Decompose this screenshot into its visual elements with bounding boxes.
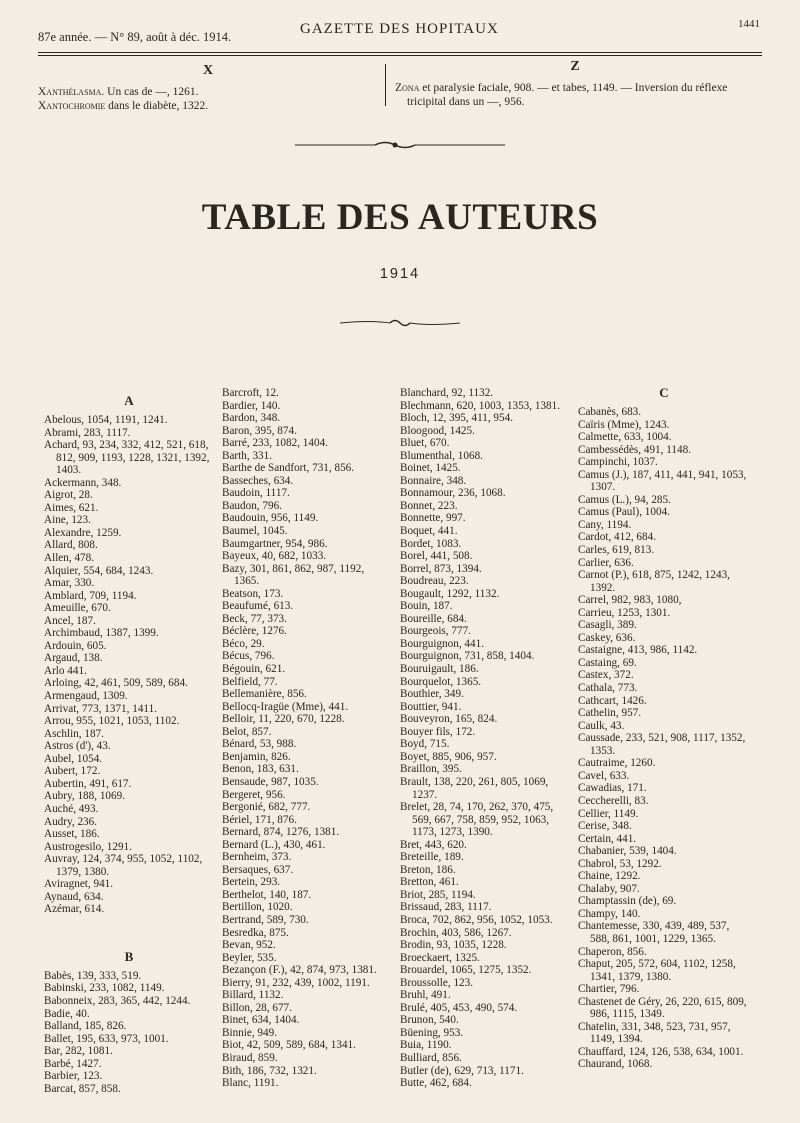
author-entry: Baudoin, 1117. <box>222 487 290 500</box>
author-entry: Belloir, 11, 220, 670, 1228. <box>222 713 345 726</box>
author-entry: Chabanier, 539, 1404. <box>578 845 677 858</box>
author-entry: Brault, 138, 220, 261, 805, 1069, 1237. <box>400 775 549 801</box>
author-entry: Bernard, 874, 1276, 1381. <box>222 826 340 839</box>
ornament-rule-icon <box>295 140 505 150</box>
author-entry: Caussade, 233, 521, 908, 1117, 1352, 1353. <box>578 732 746 757</box>
author-entry: Bluet, 670. <box>400 437 450 450</box>
author-entry: Cathelin, 957. <box>578 707 642 720</box>
author-entry: Arloing, 42, 461, 509, 589, 684. <box>44 677 188 690</box>
author-entry: Balland, 185, 826. <box>44 1020 127 1033</box>
author-entry: Brouardel, 1065, 1275, 1352. <box>400 964 532 977</box>
author-entry: Barcat, 857, 858. <box>44 1082 121 1095</box>
author-entry: Basseches, 634. <box>222 474 294 487</box>
author-entry: Bériel, 171, 876. <box>222 813 297 826</box>
author-entry: Briot, 285, 1194. <box>400 888 476 901</box>
author-entry: Carnot (P.), 618, 875, 1242, 1243, 1392. <box>578 569 730 594</box>
x-entry-2 <box>38 99 378 114</box>
author-entry: Chastenet de Géry, 26, 220, 615, 809, 986, 1115, 1349. <box>578 995 747 1021</box>
author-entry: Cathala, 773. <box>578 682 638 695</box>
z-term-1: Zona <box>395 81 420 94</box>
author-entry: Boureille, 684. <box>400 612 467 625</box>
author-entry: Chantemesse, 330, 439, 489, 537, 588, 861, 1001, 1229, 1365. <box>578 920 730 945</box>
author-entry: Bierry, 91, 232, 439, 1002, 1191. <box>222 976 370 989</box>
author-entry: Beaufumé, 613. <box>222 600 294 613</box>
author-entry: Büening, 953. <box>400 1026 464 1039</box>
ornament-divider-1 <box>0 140 800 153</box>
author-entry: Auvray, 124, 374, 955, 1052, 1102, 1379, 1380. <box>44 853 203 878</box>
author-entry: Bonnet, 223. <box>400 499 458 512</box>
author-entry: Baudon, 796. <box>222 499 282 512</box>
author-entry: Bevan, 952. <box>222 939 276 952</box>
author-entry: Aviragnet, 941. <box>44 878 114 891</box>
author-entry: Baumgartner, 954, 986. <box>222 537 328 550</box>
author-entry: Badie, 40. <box>44 1007 90 1020</box>
author-entry: Castaigne, 413, 986, 1142. <box>578 644 698 657</box>
author-entry: Barbier, 123. <box>44 1070 103 1083</box>
author-entry: Barth, 331. <box>222 449 273 462</box>
author-entry: Bensaude, 987, 1035. <box>222 775 319 788</box>
author-entry: Bersaques, 637. <box>222 863 294 876</box>
x-term-1: Xanthélasma. <box>38 85 105 98</box>
author-entry: Bouyer fils, 172. <box>400 725 476 738</box>
author-entry: Bezançon (F.), 42, 874, 973, 1381. <box>222 964 377 977</box>
author-entry: Cambessédès, 491, 1148. <box>578 443 691 456</box>
author-entry: Bloch, 12, 395, 411, 954. <box>400 412 514 425</box>
author-entry: Bénard, 53, 988. <box>222 738 297 751</box>
author-entry: Casagli, 389. <box>578 619 637 632</box>
author-entry: Austrogesilo, 1291. <box>44 840 132 853</box>
author-entry: Beck, 77, 373. <box>222 612 287 625</box>
author-entry: Cavel, 633. <box>578 769 630 782</box>
author-entry: Bougault, 1292, 1132. <box>400 587 500 600</box>
author-entry: Campinchi, 1037. <box>578 456 658 469</box>
author-entry: Cardot, 412, 684. <box>578 531 656 544</box>
section-letter: A <box>124 393 134 408</box>
author-entry: Caulk, 43. <box>578 719 625 732</box>
author-entry: Cerise, 348. <box>578 820 632 833</box>
author-entry: Baron, 395, 874. <box>222 424 297 437</box>
author-entry: Champtassin (de), 69. <box>578 895 677 908</box>
author-entry: Bourguignon, 731, 858, 1404. <box>400 650 535 663</box>
author-entry: Camus (Paul), 1004. <box>578 506 670 519</box>
x-entry-1 <box>38 85 378 100</box>
author-entry: Baumel, 1045. <box>222 525 288 538</box>
author-entry: Buia, 1190. <box>400 1039 452 1052</box>
author-entry: Bergonié, 682, 777. <box>222 801 311 814</box>
author-entry: Belfield, 77. <box>222 675 278 688</box>
author-entry: Castaing, 69. <box>578 656 637 669</box>
author-entry: Chatelin, 331, 348, 523, 731, 957, 1149, 1394. <box>578 1020 731 1046</box>
author-entry: Brissaud, 283, 1117. <box>400 901 492 914</box>
author-entry: Aubry, 188, 1069. <box>44 790 125 803</box>
author-entry: Braillon, 395. <box>400 763 462 776</box>
author-entry: Boyet, 885, 906, 957. <box>400 750 497 763</box>
author-entry: Brelet, 28, 74, 170, 262, 370, 475, 569, 667, 758, 859, 952, 1063, 1173, 1273, 1390. <box>400 801 554 839</box>
header-rule <box>38 52 762 53</box>
author-entry: Broca, 702, 862, 956, 1052, 1053. <box>400 913 553 926</box>
author-entry: Allen, 478. <box>44 552 95 565</box>
author-entry: Chaperon, 856. <box>578 945 647 958</box>
author-entry: Aynaud, 634. <box>44 890 104 903</box>
author-entry: Bégouin, 621. <box>222 663 286 676</box>
author-entry: Arrivat, 773, 1371, 1411. <box>44 702 157 715</box>
author-entry: Borel, 441, 508. <box>400 550 473 563</box>
author-entry: Auché, 493. <box>44 802 99 815</box>
author-entry: Bertrand, 589, 730. <box>222 913 309 926</box>
author-entry: Aubertin, 491, 617. <box>44 777 132 790</box>
author-entry: Aubert, 172. <box>44 765 101 778</box>
ornament-flourish-icon <box>340 318 460 328</box>
author-entry: Babonneix, 283, 365, 442, 1244. <box>44 994 191 1007</box>
author-entry: Bret, 443, 620. <box>400 838 467 851</box>
author-entry: Binet, 634, 1404. <box>222 1014 300 1027</box>
author-entry: Abelous, 1054, 1191, 1241. <box>44 414 168 426</box>
author-entry: Camus (L.), 94, 285. <box>578 493 671 506</box>
author-entry: Blanchard, 92, 1132. <box>400 387 494 399</box>
author-entry: Cautraime, 1260. <box>578 757 656 770</box>
author-entry: Belot, 857. <box>222 725 272 738</box>
author-entry: Billon, 28, 677. <box>222 1001 292 1014</box>
author-entry: Carrel, 982, 983, 1080, <box>578 594 682 607</box>
author-entry: Bouruigault, 186. <box>400 663 479 676</box>
author-entry: Boudreau, 223. <box>400 575 469 588</box>
author-entry: Borrel, 873, 1394. <box>400 562 482 575</box>
author-entry: Bécus, 796. <box>222 650 275 663</box>
author-entry: Ballet, 195, 633, 973, 1001. <box>44 1032 169 1045</box>
author-entry: Aigrot, 28. <box>44 489 93 502</box>
author-entry: Boquet, 441. <box>400 525 458 538</box>
index-column-1 <box>44 388 214 1095</box>
author-entry: Bernheim, 373. <box>222 851 292 864</box>
author-entry: Caïris (Mme), 1243. <box>578 418 670 431</box>
author-entry: Aschlin, 187. <box>44 727 104 740</box>
author-entry: Blumenthal, 1068. <box>400 449 483 462</box>
author-entry: Chauffard, 124, 126, 538, 634, 1001. <box>578 1045 744 1058</box>
author-entry: Baudouin, 956, 1149. <box>222 512 319 525</box>
author-entry: Bellocq-Iragüe (Mme), 441. <box>222 700 349 713</box>
author-entry: Arrou, 955, 1021, 1053, 1102. <box>44 715 180 728</box>
author-entry: Breton, 186. <box>400 863 456 876</box>
author-entry: Bretton, 461. <box>400 876 459 889</box>
author-entry: Carrieu, 1253, 1301. <box>578 606 671 619</box>
author-entry: Barthe de Sandfort, 731, 856. <box>222 462 355 475</box>
author-entry: Breteille, 189. <box>400 851 464 864</box>
author-entry: Chalaby, 907. <box>578 882 640 895</box>
author-entry: Amblard, 709, 1194. <box>44 589 137 602</box>
author-entry: Bourquelot, 1365. <box>400 675 482 688</box>
x-text-1: Un cas de —, 1261. <box>104 85 199 98</box>
author-entry: Ardouin, 605. <box>44 639 107 652</box>
ornament-divider-2 <box>0 318 800 331</box>
author-entry: Carles, 619, 813. <box>578 544 655 557</box>
author-entry: Bonnamour, 236, 1068. <box>400 487 506 500</box>
author-entry: Ceccherelli, 83. <box>578 794 649 807</box>
author-entry: Besredka, 875. <box>222 926 289 939</box>
author-entry: Barcroft, 12. <box>222 387 279 399</box>
author-entry: Boyd, 715. <box>400 738 450 751</box>
author-entry: Alexandre, 1259. <box>44 526 122 539</box>
author-entry: Castex, 372. <box>578 669 634 682</box>
author-entry: Bouin, 187. <box>400 600 453 613</box>
author-entry: Champy, 140. <box>578 907 641 920</box>
author-entry: Ausset, 186. <box>44 828 100 841</box>
author-entry: Biraud, 859. <box>222 1051 278 1064</box>
author-entry: Boinet, 1425. <box>400 462 461 475</box>
author-entry: Ameuille, 670. <box>44 602 111 615</box>
section-letter: C <box>659 385 669 400</box>
page-title: TABLE DES AUTEURS <box>201 197 599 238</box>
author-entry: Broussolle, 123. <box>400 976 474 989</box>
author-entry: Amar, 330. <box>44 577 95 590</box>
journal-title: GAZETTE DES HOPITAUX <box>300 21 499 37</box>
author-entry: Azémar, 614. <box>44 903 105 916</box>
author-entry: Bulliard, 856. <box>400 1051 462 1064</box>
author-entry: Chaput, 205, 572, 604, 1102, 1258, 1341, 1379, 1380. <box>578 958 736 983</box>
author-entry: Cellier, 1149. <box>578 807 639 820</box>
author-entry: Camus (J.), 187, 411, 441, 941, 1053, 1307. <box>578 468 747 494</box>
author-entry: Argaud, 138. <box>44 652 103 665</box>
author-entry: Achard, 93, 234, 332, 412, 521, 618, 812, 909, 1193, 1228, 1321, 1392, 1403. <box>44 439 210 477</box>
author-entry: Benon, 183, 631. <box>222 763 299 776</box>
author-entry: Chartier, 796. <box>578 983 640 996</box>
section-divider <box>385 64 386 106</box>
author-entry: Babès, 139, 333, 519. <box>44 969 142 982</box>
x-text-2: dans le diabète, 1322. <box>105 100 209 112</box>
author-entry: Bonnette, 997. <box>400 512 466 525</box>
author-entry: Brulé, 405, 453, 490, 574. <box>400 1001 518 1014</box>
author-entry: Bruhl, 491. <box>400 989 451 1002</box>
author-entry: Bertein, 293. <box>222 876 281 889</box>
author-entry: Bazy, 301, 861, 862, 987, 1192, 1365. <box>222 562 365 588</box>
author-entry: Astros (d'), 43. <box>44 740 111 753</box>
issue-info: 87e année. — N° 89, août à déc. 1914. <box>38 30 232 44</box>
author-entry: Bernard (L.), 430, 461. <box>222 838 326 851</box>
author-entry: Cabanès, 683. <box>578 406 642 418</box>
author-entry: Béco, 29. <box>222 637 265 650</box>
author-entry: Bergeret, 956. <box>222 788 286 801</box>
author-entry: Caskey, 636. <box>578 631 636 644</box>
author-entry: Barré, 233, 1082, 1404. <box>222 437 328 450</box>
author-entry: Arlo 441. <box>44 664 87 677</box>
author-entry: Audry, 236. <box>44 815 98 828</box>
author-entry: Bith, 186, 732, 1321. <box>222 1064 317 1077</box>
index-column-4 <box>578 380 750 1071</box>
author-entry: Benjamin, 826. <box>222 750 291 763</box>
author-entry: Armengaud, 1309. <box>44 690 128 703</box>
author-entry: Carlier, 636. <box>578 556 634 569</box>
author-entry: Bardon, 348. <box>222 412 281 425</box>
author-entry: Bar, 282, 1081. <box>44 1045 113 1058</box>
author-entry: Blechmann, 620, 1003, 1353, 1381. <box>400 399 561 412</box>
index-column-2 <box>222 387 390 1090</box>
author-entry: Bellemanière, 856. <box>222 688 307 701</box>
author-entry: Calmette, 633, 1004. <box>578 431 672 444</box>
author-entry: Brodin, 93, 1035, 1228. <box>400 939 507 952</box>
author-entry: Bourgeois, 777. <box>400 625 471 638</box>
author-entry: Aubel, 1054. <box>44 752 103 765</box>
author-entry: Butler (de), 629, 713, 1171. <box>400 1064 524 1077</box>
author-entry: Archimbaud, 1387, 1399. <box>44 627 159 640</box>
section-gap <box>44 916 214 944</box>
author-entry: Aine, 123. <box>44 514 91 527</box>
author-entry: Bardier, 140. <box>222 399 281 412</box>
author-entry: Cathcart, 1426. <box>578 694 647 707</box>
author-entry: Biot, 42, 509, 589, 684, 1341. <box>222 1039 356 1052</box>
x-term-2: Xantochromie <box>38 100 106 112</box>
author-entry: Beatson, 173. <box>222 587 284 600</box>
author-entry: Allard, 808. <box>44 539 98 552</box>
running-header <box>0 18 800 48</box>
author-entry: Chaurand, 1068. <box>578 1058 653 1071</box>
author-entry: Alquier, 554, 684, 1243. <box>44 564 154 577</box>
author-entry: Bouthier, 349. <box>400 688 464 701</box>
author-entry: Bloogood, 1425. <box>400 424 475 437</box>
author-entry: Babinski, 233, 1082, 1149. <box>44 982 165 995</box>
author-entry: Chabrol, 53, 1292. <box>578 857 662 870</box>
author-entry: Binnie, 949. <box>222 1026 278 1039</box>
year: 1914 <box>379 266 421 282</box>
author-entry: Brochin, 403, 586, 1267. <box>400 926 512 939</box>
author-entry: Broeckaert, 1325. <box>400 951 480 964</box>
x-letter: X <box>202 63 214 78</box>
z-section <box>395 60 755 110</box>
page-number: 1441 <box>738 18 760 30</box>
author-entry: Bordet, 1083. <box>400 537 462 550</box>
header-rule-2 <box>38 55 762 56</box>
author-entry: Certain, 441. <box>578 832 637 845</box>
author-entry: Bertillon, 1020. <box>222 901 293 914</box>
author-entry: Blanc, 1191. <box>222 1077 279 1090</box>
author-entry: Bouveyron, 165, 824. <box>400 713 498 726</box>
author-entry: Abrami, 283, 1117. <box>44 426 131 439</box>
author-entry: Ackermann, 348. <box>44 476 122 489</box>
index-column-3 <box>400 387 570 1090</box>
author-entry: Ancel, 187. <box>44 614 96 627</box>
author-entry: Bayeux, 40, 682, 1033. <box>222 550 327 563</box>
z-text-1: et paralysie faciale, 908. — et tabes, 1149. — Inversion du réflexe tricipital dans un —, 956. <box>407 81 728 108</box>
z-entry-1 <box>395 81 755 110</box>
x-section <box>38 64 378 114</box>
author-entry: Brunon, 540. <box>400 1014 459 1027</box>
z-letter: Z <box>570 59 580 74</box>
author-entry: Bouttier, 941. <box>400 700 462 713</box>
author-entry: Aimes, 621. <box>44 501 99 514</box>
author-entry: Billard, 1132. <box>222 989 284 1002</box>
author-entry: Chaine, 1292. <box>578 870 641 883</box>
author-entry: Berthelot, 140, 187. <box>222 888 312 901</box>
author-entry: Beyler, 535. <box>222 951 277 964</box>
author-entry: Barbé, 1427. <box>44 1057 102 1070</box>
author-entry: Béclère, 1276. <box>222 625 287 638</box>
author-entry: Cany, 1194. <box>578 518 632 531</box>
author-entry: Bourguignon, 441. <box>400 637 485 650</box>
section-letter: B <box>124 948 134 964</box>
author-entry: Bonnaire, 348. <box>400 474 467 487</box>
author-entry: Butte, 462, 684. <box>400 1077 472 1090</box>
author-entry: Cawadias, 171. <box>578 782 647 795</box>
